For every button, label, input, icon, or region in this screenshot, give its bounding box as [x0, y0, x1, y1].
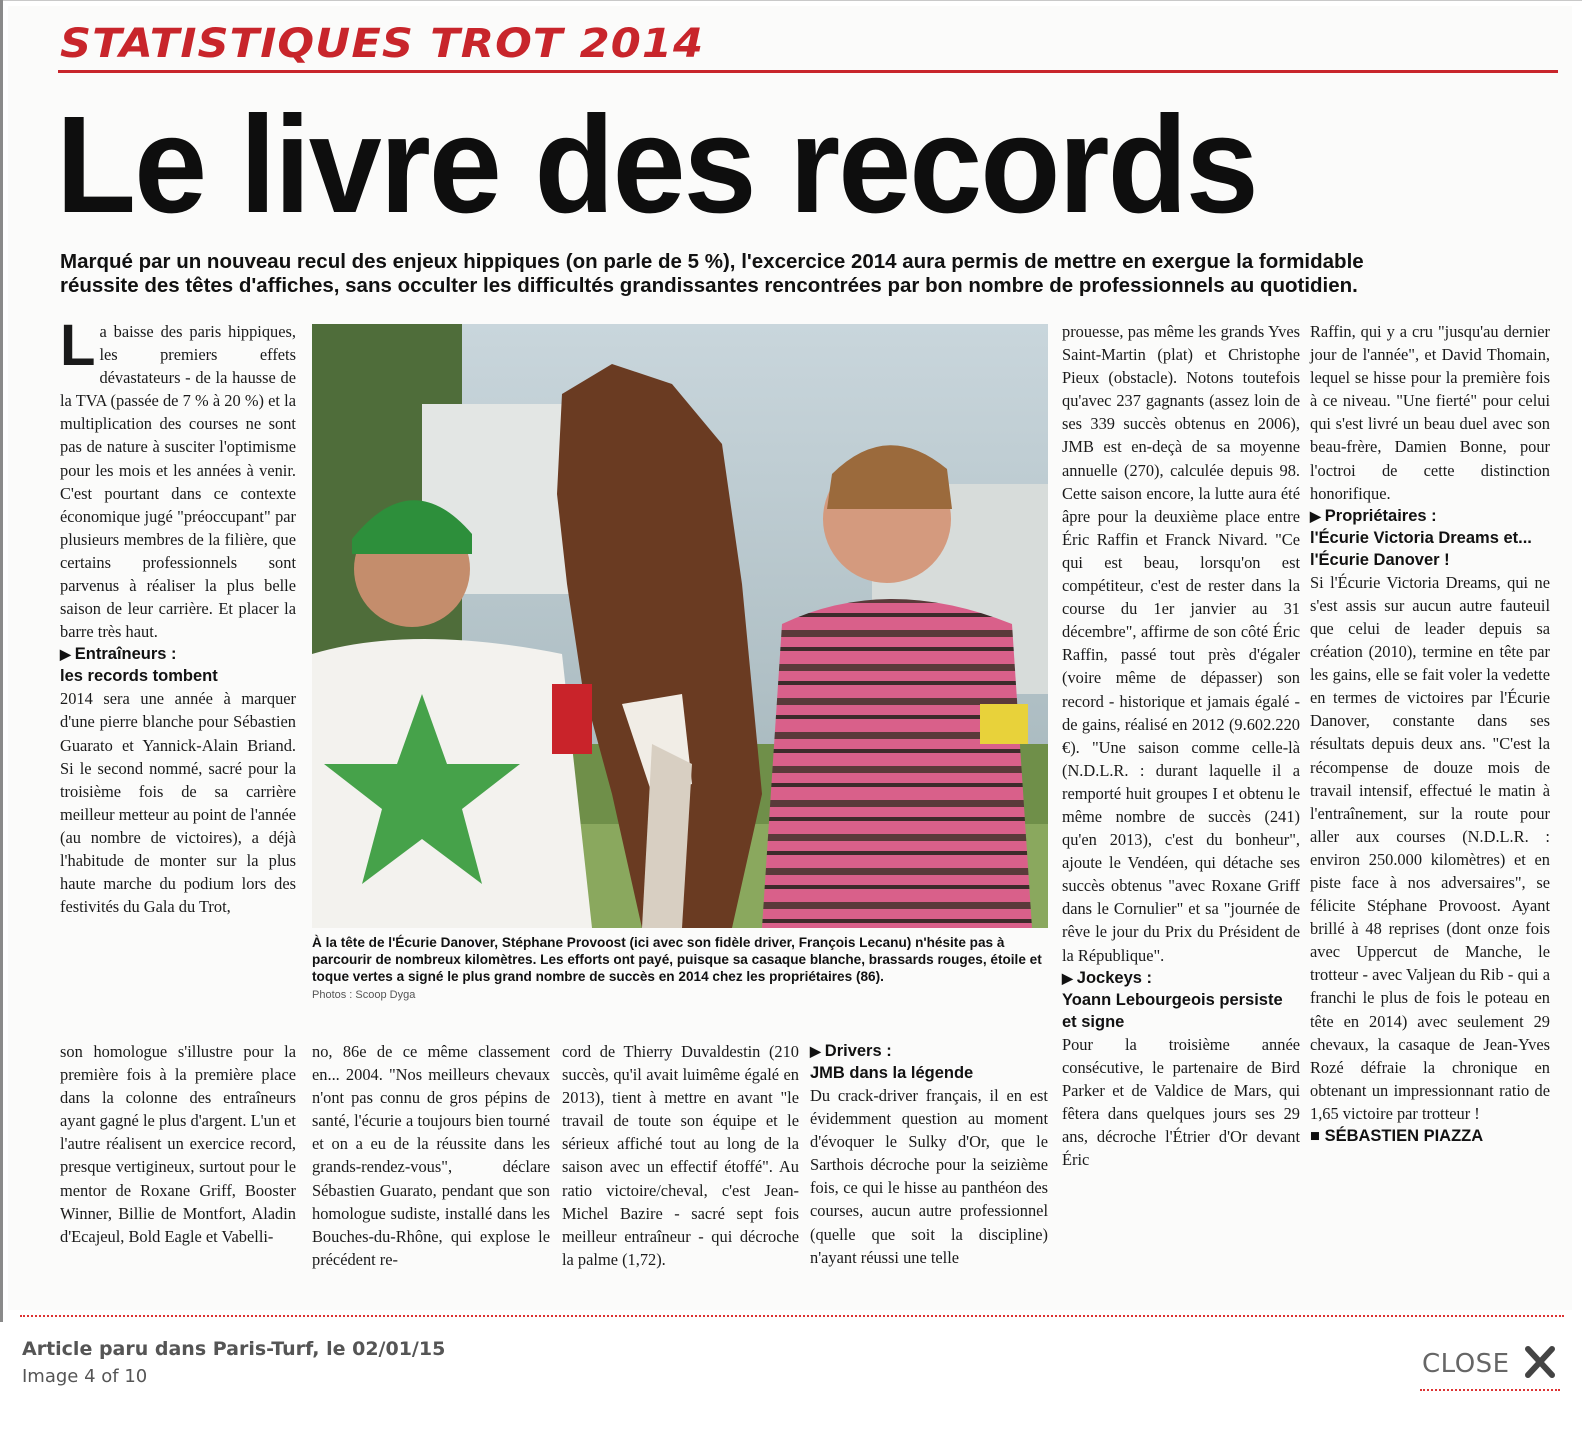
close-underline: [1420, 1389, 1560, 1391]
column-2-paragraph: no, 86e de ce même classement en... 2004. "Nos meilleurs chevaux n'ont pas connu de gros pépins de santé, l'écurie a toujours bien tourné et on a eu de la réussite dans les grands-rendez-vous", déclare Sébastien Guarato, pendant que son homologue sudiste, installé dans les Bouches-du-Rhône, qui explose le précédent re-: [312, 1042, 550, 1269]
close-button[interactable]: [1420, 1345, 1560, 1391]
jockeys-paragraph: Pour la troisième année consécutive, le partenaire de Bird Parker et de Valdice de Mars, qui fêtera dans quelques jours ses 29 ans, décroche l'Étrier d'Or devant Éric: [1062, 1034, 1300, 1170]
section-sub-drivers: JMB dans la légende: [810, 1064, 974, 1082]
intro-paragraph: a baisse des paris hippiques, les premiers effets dévastateurs - de la hausse de la TVA (passée de 7 % à 20 %) et la multiplication des courses ne sont pas de nature à susciter l'optimisme pour les mois et les années à venir. C'est pourtant dans ce contexte économique jugé "préoccupant" par plusieurs membres de la filière, que certains professionnels sont parvenus à réaliser la plus belle saison de leur carrière. Et placer la barre très haut.: [60, 322, 296, 642]
viewer-left-border: [0, 0, 3, 1322]
column-1-bottom: [60, 1040, 296, 1248]
triangle-right-icon: ▶: [1062, 969, 1073, 986]
section-head-jockeys: ▶ Jockeys :: [1062, 968, 1152, 987]
trainers-paragraph: 2014 sera une année à marquer d'une pierre blanche pour Sébastien Guarato et Yannick-Alain Briand. Si le second nommé, sacré pour la troisième fois de sa carrière meilleur metteur au point de l'année (au nombre de victoires), a déjà l'habitude de monter sur la plus haute marche du podium lors des festivités du Gala du Trot,: [60, 689, 296, 917]
footer-divider: [20, 1315, 1564, 1317]
trainers-paragraph-cont: son homologue s'illustre pour la première fois à la première place dans la colonne des entraîneurs ayant gagné le plus d'argent. L'un et l'autre réalisent un exercice record, presque vertigineux, surtout pour le mentor de Roxane Griff, Booster Winner, Billie de Montfort, Aladin d'Ecajeul, Bold Eagle et Vabelli-: [60, 1042, 296, 1246]
article-headline: Le livre des records: [56, 88, 1257, 242]
photo-credit: Photos : Scoop Dyga: [312, 989, 416, 1001]
image-title: Article paru dans Paris-Turf, le 02/01/15: [22, 1338, 446, 1360]
column-1: [60, 313, 296, 918]
byline: ■ SÉBASTIEN PIAZZA: [1310, 1127, 1484, 1145]
close-label: CLOSE: [1422, 1349, 1510, 1379]
triangle-right-icon: ▶: [810, 1043, 821, 1059]
newspaper-clipping: [8, 6, 1572, 1310]
photo-caption: [312, 934, 1052, 1004]
section-head-trainers: ▶ Entraîneurs :: [60, 645, 177, 664]
column-2: [312, 1040, 550, 1271]
column-3: [562, 1040, 799, 1271]
owners-paragraph: Si l'Écurie Victoria Dreams, qui ne s'est assis sur aucun autre fauteuil que celui de leader depuis sa création (2010), termine en tête par les gains, elle se fait voler la vedette en termes de victoires par l'Écurie Danover, constante dans ses résultats depuis deux ans. "C'est la récompense de douze mois de travail intensif, effectué le matin à l'entraînement, sur la route pour aller aux courses (N.D.L.R. : environ 250.000 kilomètres) et en piste face à nos adversaires", se félicite Stéphane Provoost. Ayant brillé à 48 reprises (dont onze fois avec Uppercut de Manche, le trotteur - avec Valjean du Rib - qui a franchi le plus de fois le poteau en tête en 2014) avec seulement 29 chevaux, la casaque de Jean-Yves Rozé défraie la chronique en obtenant un impressionnant ratio de 1,65 victoire par trotteur !: [1310, 572, 1550, 1123]
square-icon: ■: [1310, 1127, 1325, 1145]
section-head-owners: ▶ Propriétaires :: [1310, 506, 1437, 525]
image-counter: Image 4 of 10: [22, 1366, 148, 1387]
column-3-paragraph: cord de Thierry Duvaldestin (210 succès, qu'il avait luimême égalé en 2013), tient à mettre en avant "le travail de toute son équipe et le sérieux affiché tout au long de la saison avec un effectif étoffé". Au ratio victoire/cheval, c'est Jean-Michel Bazire - sacré sept fois meilleur entraîneur - qui décroche la palme (1,72).: [562, 1042, 799, 1269]
article-kicker: STATISTIQUES TROT 2014: [60, 21, 705, 67]
column-6-paragraph: Raffin, qui y a cru "jusqu'au dernier jour de l'année", et David Thomain, lequel se hisse pour la première fois à ce niveau. "Une fierté" pour celui qui s'est livré un beau duel avec son beau-frère, Damien Bonne, pour l'octroi de cette distinction honorifique.: [1310, 322, 1550, 503]
column-5-paragraph: prouesse, pas même les grands Yves Saint-Martin (plat) et Christophe Pieux (obstacle). Notons toutefois qu'avec 237 gagnants (assez loin de ses 339 succès obtenus en 2006), JMB est en-deçà de sa moyenne annuelle (270), calculée depuis 98. Cette saison encore, la lutte aura été âpre pour la deuxième place entre Éric Raffin et Franck Nivard. "Ce qui est beau, lorsqu'on est compétiteur, c'est de rester dans la course du 1er janvier au 31 décembre", affirme de son côté Éric Raffin, passé tout près d'égaler (voire même de dépasser) son record - historique et jamais égalé - de gains, réalisé en 2012 (9.602.220 €). "Une saison comme celle-là (N.D.L.R. : durant laquelle il a remporté huit groupes I et obtenu le même nombre de succès (241) qu'en 2013), c'est du bonheur", ajoute le Vendéen, qui détache ses succès obtenus "avec Roxane Griff dans le Cornulier" et sa "journée de rêve le jour du Prix du Président de la République".: [1062, 322, 1300, 965]
photo-illustration: [312, 324, 1048, 928]
drop-cap: L: [60, 313, 96, 378]
section-sub-owners: l'Écurie Victoria Dreams et... l'Écurie Danover !: [1310, 528, 1532, 569]
close-x-icon: [1524, 1345, 1556, 1379]
article-lead: [60, 250, 1550, 298]
triangle-right-icon: ▶: [60, 646, 71, 663]
column-5: [1062, 320, 1300, 1171]
viewer-top-border: [0, 0, 1582, 1]
article-photo: [312, 324, 1048, 928]
lead-line-2: réussite des têtes d'affiches, sans occulter les difficultés grandissantes rencontrées par bon nombre de professionnels au quotidien.: [60, 274, 1358, 297]
section-head-drivers: ▶ Drivers :: [810, 1042, 892, 1060]
drivers-paragraph: Du crack-driver français, il en est évidemment question au moment d'évoquer le Sulky d'Or, que le Sarthois décroche pour la seizième fois, ce qui le hisse au panthéon des courses, aucun autre professionnel (quelle que soit la discipline) n'ayant réussi une telle: [810, 1086, 1048, 1267]
caption-text: À la tête de l'Écurie Danover, Stéphane Provoost (ici avec son fidèle driver, François Lecanu) n'hésite pas à parcourir de nombreux kilomètres. Les efforts ont payé, puisque sa casaque blanche, brassards rouges, étoile et toque vertes a signé le plus grand nombre de succès en 2014 chez les propriétaires (86).: [312, 935, 1042, 984]
column-4: [810, 1040, 1048, 1269]
triangle-right-icon: ▶: [1310, 507, 1321, 524]
section-sub-trainers: les records tombent: [60, 667, 218, 686]
kicker-rule: [58, 70, 1558, 73]
section-sub-jockeys: Yoann Lebourgeois persiste et signe: [1062, 990, 1283, 1031]
column-6: [1310, 320, 1550, 1147]
lead-line-1: Marqué par un nouveau recul des enjeux hippiques (on parle de 5 %), l'excercice 2014 aura permis de mettre en exergue la formidable: [60, 250, 1364, 273]
